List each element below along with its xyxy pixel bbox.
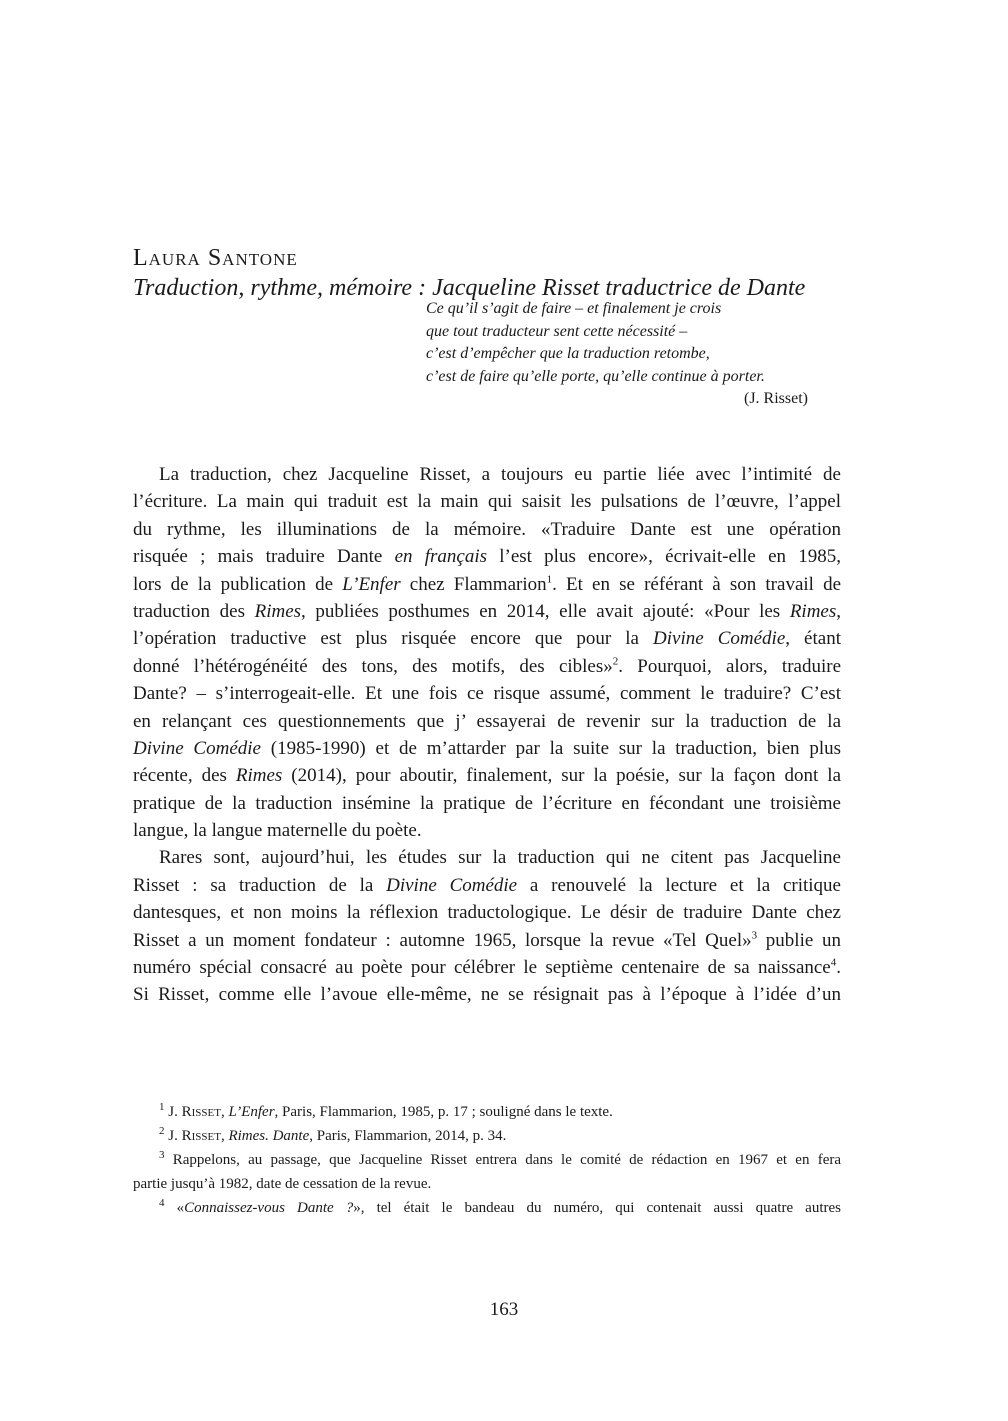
body-line: du rythme, les illuminations de la mémoire. «Traduire Dante est une opération <box>133 518 841 540</box>
footnotes <box>133 1100 841 1220</box>
article-author: Laura Santone <box>133 245 298 271</box>
footnote-3: $^3$ Rappelons, au passage, que Jacqueline Risset entrera dans le comité de rédaction en 1967 et en fera <box>159 1149 841 1168</box>
epigraph-line: c’est de faire qu’elle porte, qu’elle continue à porter. <box>426 367 765 385</box>
page-number: 163 <box>489 1299 519 1320</box>
epigraph-line: c’est d’empêcher que la traduction retombe, <box>426 345 710 362</box>
body-line: récente, des Rimes (2014), pour aboutir, finalement, sur la poésie, sur la façon dont la <box>133 765 841 787</box>
epigraph-line: Ce qu’il s’agit de faire – et finalement je crois <box>426 300 722 317</box>
epigraph-attribution: (J. Risset) <box>744 390 808 407</box>
body-line: l’opération traductive est plus risquée encore que pour la Divine Comédie, étant <box>133 628 841 650</box>
article-title: Traduction, rythme, mémoire : Jacqueline Risset traductrice de Dante <box>133 275 806 301</box>
body-line: Rares sont, aujourd’hui, les études sur la traduction qui ne citent pas Jacqueline <box>159 847 841 869</box>
epigraph-line: que tout traducteur sent cette nécessité – <box>426 322 688 340</box>
body-line: risquée ; mais traduire Dante en français l’est plus encore», écrivait-elle en 1985, <box>133 546 841 568</box>
footnote-1: $^1$ J. Risset, L’Enfer, Paris, Flammarion, 1985, p. 17 ; souligné dans le texte. <box>159 1101 613 1120</box>
footnote-2: $^2$ J. Risset, Rimes. Dante, Paris, Flammarion, 2014, p. 34. <box>159 1125 507 1144</box>
body-line: langue, la langue maternelle du poète. <box>133 820 422 842</box>
body-line: Divine Comédie (1985-1990) et de m’attarder par la suite sur la traduction, bien plus <box>133 737 841 759</box>
footnote-3-cont: partie jusqu’à 1982, date de cessation de la revue. <box>133 1176 432 1192</box>
body-line: pratique de la traduction insémine la pratique de l’écriture en fécondant une troisième <box>133 792 841 814</box>
body-line: lors de la publication de L’Enfer chez Flammarion$^1$. Et en se référant à son travail de <box>133 573 842 595</box>
body-text <box>133 461 841 1009</box>
body-line: donné l’hétérogénéité des tons, des motifs, des cibles»$^2$. Pourquoi, alors, traduire <box>133 655 841 677</box>
body-line: traduction des Rimes, publiées posthumes en 2014, elle avait ajouté: «Pour les Rimes, <box>133 600 841 622</box>
body-line: La traduction, chez Jacqueline Risset, a toujours eu partie liée avec l’intimité de <box>159 464 841 485</box>
footnote-ref: 1 <box>546 573 553 586</box>
footnote-ref: 2 <box>612 655 619 668</box>
body-line: Dante? – s’interrogeait-elle. Et une fois ce risque assumé, comment le traduire? C’est <box>133 683 841 705</box>
body-line: Risset a un moment fondateur : automne 1965, lorsque la revue «Tel Quel»$^3$ publie un <box>133 929 841 951</box>
footnote-ref: 3 <box>751 929 758 942</box>
epigraph <box>426 298 826 411</box>
body-line: Risset : sa traduction de la Divine Comédie a renouvelé la lecture et la critique <box>133 874 841 896</box>
body-line: dantesques, et non moins la réflexion traductologique. Le désir de traduire Dante chez <box>133 902 841 924</box>
body-line: numéro spécial consacré au poète pour célébrer le septième centenaire de sa naissance$^4$. <box>133 956 841 979</box>
footnote-4: $^4$ «Connaissez-vous Dante ?», tel était le bandeau du numéro, qui contenait aussi quatre autres <box>159 1197 841 1216</box>
body-line: en relançant ces questionnements que j’ essayerai de revenir sur la traduction de la <box>133 710 841 732</box>
body-line: l’écriture. La main qui traduit est la main qui saisit les pulsations de l’œuvre, l’appel <box>133 491 841 513</box>
footnote-ref: 4 <box>830 956 837 969</box>
body-line: Si Risset, comme elle l’avoue elle-même, ne se résignait pas à l’époque à l’idée d’un <box>133 984 841 1006</box>
